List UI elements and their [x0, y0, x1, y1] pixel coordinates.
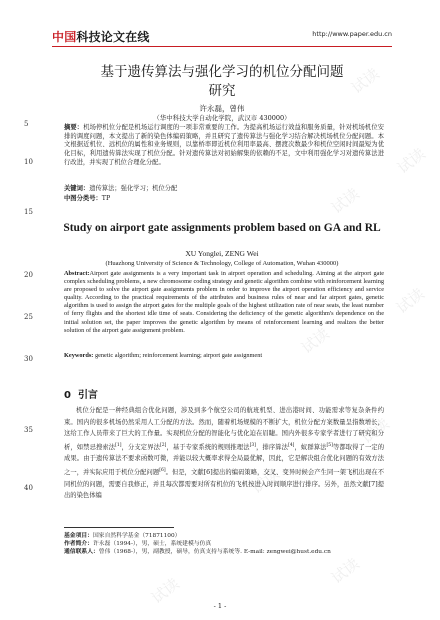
body-text-run: 等都取得了一定的成果。由于遗传算法不要求函数可微，并能以较大概率求得全局最优解，因此，它是解决组合优化问题的有效方法之一，并实际应用于机位分配问题 [64, 443, 385, 477]
keywords-text-cn: 遗传算法；强化学习；机位分配 [89, 185, 178, 192]
site-logo [52, 28, 150, 45]
citation-ref[interactable]: [2] [160, 442, 167, 448]
page-number: - 1 - [213, 602, 227, 610]
keywords-label-en: Keywords: [64, 352, 94, 359]
footnote-author [64, 540, 384, 548]
affiliation-cn: （华中科技大学自动化学院，武汉市 430000） [153, 114, 291, 122]
line-number: 35 [24, 426, 33, 434]
line-number: 40 [24, 484, 33, 492]
authors-en: XU Yonglei, ZENG Wei [185, 249, 259, 258]
section-title: 引言 [77, 390, 98, 401]
keywords-en [64, 352, 384, 359]
watermark: 试读 [147, 574, 183, 608]
authors-cn: 许永磊，曾伟 [199, 104, 245, 113]
line-number: 30 [24, 355, 33, 363]
body-text-run: ，基于专家系统的规则推理法 [166, 443, 250, 451]
paper-title-cn [52, 63, 392, 101]
body-text-run: ，排序算法 [255, 443, 289, 451]
abstract-cn [64, 124, 384, 168]
line-number: 10 [24, 158, 33, 166]
abstract-text-cn: 机场停机位分配是机场运行调度的一项非常重要的工作。为提高机场运行效益和服务质量，针对机场机位安排的调度问题，本文提出了新的染色体编码策略，并且研究了遗传算法与强化学习结合解决机场机位分配问题。本文根据近机位、远机位的属性和业务规则，以靠桥率即近机位利用率最高、摆渡次数最少和机位空闲时间最短为优化目标，利用遗传算法实现了机位分配。针对遗传算法对初始解集的依赖的不足，文中利用强化学习对遗传算法进行改进，并实现了机位合理化分配。 [64, 124, 385, 166]
footnote-label: 通信联系人： [64, 549, 99, 555]
keywords-cn [64, 185, 384, 194]
footnote-contact [64, 548, 384, 556]
footnote-text: 国家自然科学基金（71871100） [93, 533, 181, 539]
line-number: 20 [24, 271, 33, 279]
footnote-text: 许永磊（1994-），男，硕士，系统建模与仿真 [93, 541, 212, 547]
citation-ref[interactable]: [4] [288, 442, 295, 448]
page-header [52, 28, 392, 46]
watermark: 试读 [247, 464, 283, 498]
intro-paragraph [64, 405, 384, 502]
title-line-1: 基于遗传算法与强化学习的机位分配问题 [100, 64, 344, 80]
line-number: 15 [24, 208, 33, 216]
section-heading [64, 386, 98, 401]
watermark: 试读 [327, 554, 363, 588]
abstract-en [64, 270, 384, 335]
clc-value: TP [101, 195, 111, 202]
citation-ref[interactable]: [6] [159, 468, 166, 474]
header-divider [52, 46, 392, 47]
citation-ref[interactable]: [5] [326, 442, 333, 448]
footnote-label: 基金项目： [64, 533, 93, 539]
keywords-text-en: genetic algorithm; reinforcement learning; airport gate assignment [94, 352, 263, 359]
footnote-divider [64, 527, 174, 528]
line-number: 25 [24, 313, 33, 321]
body-text-run: 。但是，文献[6]提出的编码策略，交叉、变异时候会产生同一架飞机出现在不同机位的问题，需要自我修正，并且每次都需要对所有机位的飞机按进入时间顺序进行排序。另外，虽然文献[7]提出的染色体编 [64, 469, 385, 500]
abstract-text-en: Airport gate assignments is a very important task in airport operation and scheduling. Aiming at the airport gate complex scheduling problems, a new chromosome coding strategy and genetic algorithm combine with reinforcement learning are proposed to solve the airport gate assignments problem in order to improve the airport operation efficiency and service quality. According to the practical requirements of the attributes and business rules of near and far airport gates, genetic algorithm is used to assign the airport gates for the multiple goals of the highest utilization rate of near seats, the least number of ferry flights and the shortest idle time of seats. Considering the deficiency of the genetic algorithm's dependence on the initial solution set, the paper improves the genetic algorithm by means of reinforcement learning and realizes the better solution of the airport gate assignment problem. [64, 270, 384, 334]
logo-text-red: 中国 [52, 30, 77, 44]
citation-ref[interactable]: [1] [115, 442, 122, 448]
affiliation-en: (Huazhong University of Science & Technology, College of Automation, Wuhan 430000) [105, 260, 339, 267]
abstract-label-en: Abstract: [64, 270, 90, 277]
footnotes [64, 532, 384, 556]
watermark: 试读 [392, 284, 428, 318]
watermark: 试读 [297, 324, 333, 358]
body-text-run: ，蚁群算法 [294, 443, 327, 451]
clc-label: 中图分类号： [64, 195, 102, 202]
watermark: 试读 [393, 144, 429, 178]
paper-title-en: Study on airport gate assignments problem based on GA and RL [63, 222, 381, 234]
logo-text-dark: 科技论文在线 [76, 30, 150, 44]
watermark: 试读 [347, 64, 383, 98]
watermark: 试读 [357, 414, 393, 448]
watermark: 试读 [327, 184, 363, 218]
clc-number [64, 195, 384, 204]
footnote-fund [64, 532, 384, 540]
body-text-run: ，分支定界法 [121, 443, 160, 451]
section-number: 0 [64, 390, 71, 401]
keywords-label-cn: 关键词： [64, 185, 90, 192]
citation-ref[interactable]: [3] [249, 442, 256, 448]
footnote-label: 作者简介： [64, 541, 93, 547]
site-url[interactable]: http://www.paper.edu.cn [312, 30, 392, 38]
abstract-label-cn: 摘要： [64, 124, 84, 131]
footnote-text: 曾伟（1968-），男，副教授，硕导，仿真支持与系统等. E-mail: zengwei@hust.edu.cn [98, 549, 331, 555]
title-line-2: 研究 [208, 83, 236, 99]
line-number: 5 [24, 120, 29, 128]
body-text-run: 机位分配是一种经典组合优化问题，涉及到多个航空公司的航班机型、进出港时间、功能需求等复杂条件约束。国内的很多机场仍然采用人工分配的方法。然而，随着机场规模的不断扩大，机位分配方案数量呈指数增长，这给工作人员带来了巨大的工作量。实现机位分配的智能化与优化迫在眉睫。国内外很多专家学者进行了研究和分析，如禁忌搜索法 [64, 407, 384, 451]
